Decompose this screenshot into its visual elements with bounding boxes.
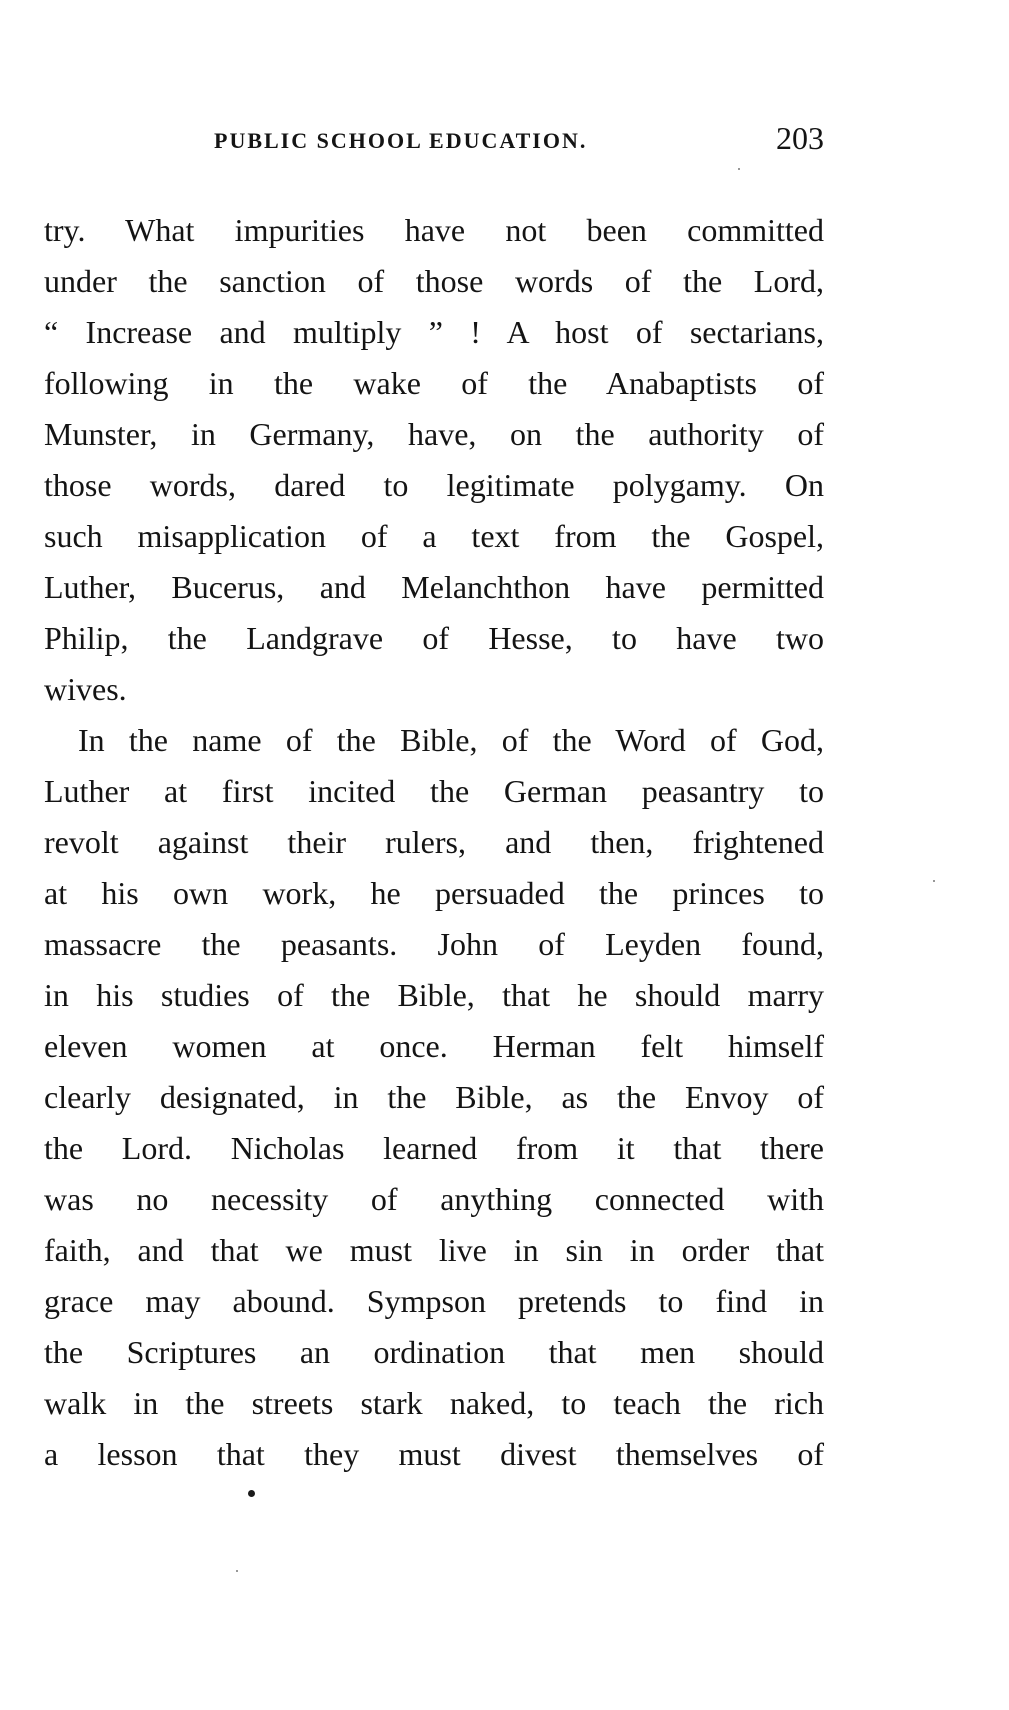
text-line: the Scriptures an ordination that men should: [44, 1334, 824, 1370]
text-line: under the sanction of those words of the Lord,: [44, 263, 824, 299]
text-line: Luther, Bucerus, and Melanchthon have permitted: [44, 569, 824, 605]
text-line: massacre the peasants. John of Leyden found,: [44, 926, 824, 962]
text-line: clearly designated, in the Bible, as the Envoy of: [44, 1079, 824, 1115]
text-line: was no necessity of anything connected with: [44, 1181, 824, 1217]
running-head: [44, 120, 824, 160]
printer-mark: [248, 1490, 255, 1497]
text-line: try. What impurities have not been committed: [44, 212, 824, 248]
paper-speck: [236, 1570, 238, 1572]
text-line: those words, dared to legitimate polygamy. On: [44, 467, 824, 503]
paper-speck: [933, 880, 935, 882]
text-line: following in the wake of the Anabaptists of: [44, 365, 824, 401]
text-line: at his own work, he persuaded the princes to: [44, 875, 824, 911]
text-line: faith, and that we must live in sin in order that: [44, 1232, 824, 1268]
text-line: a lesson that they must divest themselves of: [44, 1436, 824, 1472]
paper-speck: [738, 168, 740, 170]
page-number: 203: [776, 120, 824, 156]
text-line: eleven women at once. Herman felt himself: [44, 1028, 824, 1064]
text-line: in his studies of the Bible, that he should marry: [44, 977, 824, 1013]
running-title: PUBLIC SCHOOL EDUCATION.: [214, 128, 588, 153]
text-line: In the name of the Bible, of the Word of God,: [78, 722, 824, 758]
text-line: such misapplication of a text from the Gospel,: [44, 518, 824, 554]
text-line: wives.: [44, 671, 127, 707]
text-line: “ Increase and multiply ” ! A host of sectarians,: [44, 314, 824, 350]
text-line: revolt against their rulers, and then, frightened: [44, 824, 824, 860]
text-line: grace may abound. Sympson pretends to find in: [44, 1283, 824, 1319]
text-line: the Lord. Nicholas learned from it that there: [44, 1130, 824, 1166]
text-line: walk in the streets stark naked, to teach the rich: [44, 1385, 824, 1421]
body-text: [44, 205, 824, 1480]
text-line: Munster, in Germany, have, on the authority of: [44, 416, 824, 452]
text-line: Philip, the Landgrave of Hesse, to have two: [44, 620, 824, 656]
text-line: Luther at first incited the German peasantry to: [44, 773, 824, 809]
